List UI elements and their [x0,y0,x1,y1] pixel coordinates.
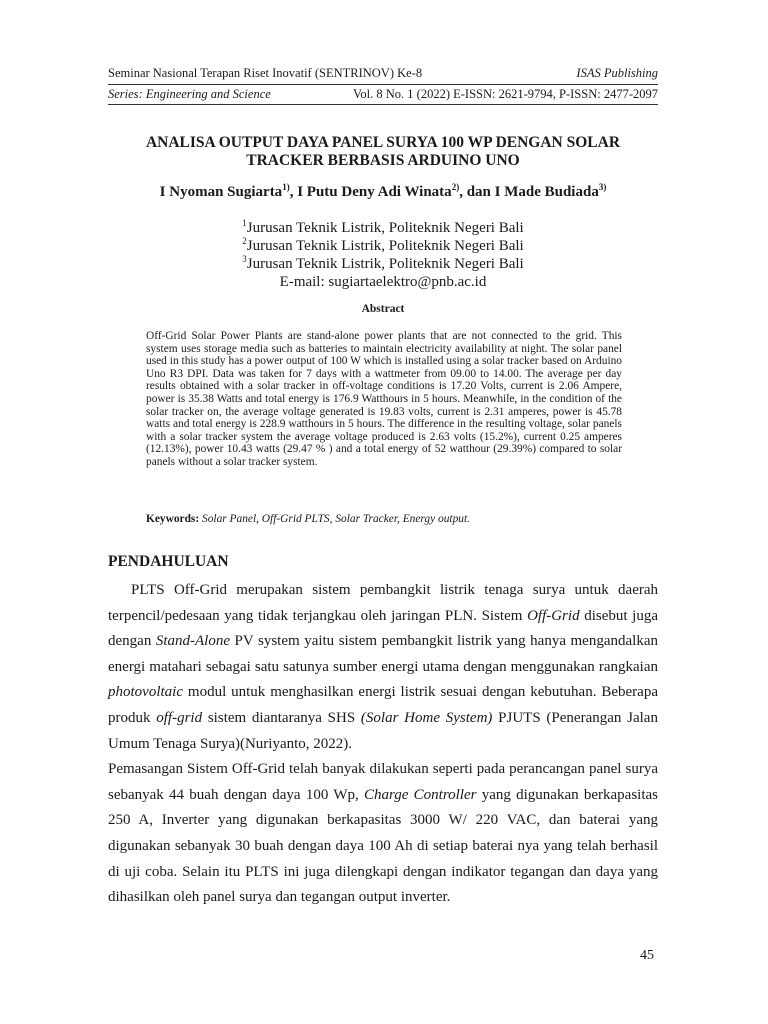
abstract-text: Off-Grid Solar Power Plants are stand-alone power plants that are not connected to the grid. This system uses storage media such as batteries to maintain electricity availability at night. The solar panel used in this study has a power output of 100 W which is installed using a solar tracker based on Arduino Uno R3 DPI. Data was taken for 7 days with a wattmeter from 09.00 to 14.00. The average per day results obtained with a solar tracker in off-voltage conditions is 17.20 Volts, current is 2.06 Ampere, power is 35.38 Watts and total energy is 176.9 Watthours in 5 hours. Meanwhile, in the condition of the solar tracker on, the average voltage generated is 19.83 volts, current is 2.31 amperes, power is 45.78 watts and total energy is 228.9 watthours in 5 hours. The difference in the resulting voltage, solar panels with a solar tracker system the average voltage produced is 2.63 volts (15.2%), current 0.25 amperes (12.13%), power 10.43 watts (29.47 % ) and a total energy of 52 watthour (29.39%) compared to solar panels without a solar tracker system. [146,330,622,468]
header-rule [108,84,658,85]
author-list [108,184,658,201]
publisher-name: ISAS Publishing [576,66,658,80]
title-line: ANALISA OUTPUT DAYA PANEL SURYA 100 WP DENGAN SOLAR [145,134,621,151]
series-name: Series: Engineering and Science [108,87,271,101]
running-header-top [108,66,658,81]
section-body [108,578,658,911]
affiliation-line: $^2$Jurusan Teknik Listrik, Politeknik Negeri Bali [242,236,524,254]
author-affiliation-mark: 3) [598,182,607,192]
keywords [146,513,622,525]
page-number: 45 [640,948,654,963]
author-name: , I Putu Deny Adi Winata [289,184,452,200]
author-affiliation-mark: 1) [282,182,290,192]
journal-name: Seminar Nasional Terapan Riset Inovatif (SENTRINOV) Ke-8 [108,66,423,80]
keywords-label: Keywords: [146,513,200,525]
section-heading: PENDAHULUAN [108,553,229,570]
paper-title [108,134,658,170]
paragraph: Pemasangan Sistem Off-Grid telah banyak dilakukan seperti pada perancangan panel surya sebanyak 44 buah dengan daya 100 Wp, Charge Controller yang digunakan berkapasitas 250 A, Inverter yang digunakan berkapasitas 3000 W/ 220 VAC, dan baterai yang digunakan sebanyak 30 buah dengan daya 100 Ah di setiap baterai nya yang telah berhasil di uji coba. Selain itu PLTS ini juga dilengkapi dengan indikator tegangan dan daya yang dihasilkan oleh panel surya dan tegangan output inverter. [108,761,658,906]
volume-issn: Vol. 8 No. 1 (2022) E-ISSN: 2621-9794, P-ISSN: 2477-2097 [353,87,658,101]
author-name: , dan I Made Budiada [459,184,599,200]
title-line: TRACKER BERBASIS ARDUINO UNO [246,152,520,169]
affiliation-line: $^3$Jurusan Teknik Listrik, Politeknik Negeri Bali [242,254,524,272]
contact-email: E-mail: sugiartaelektro@pnb.ac.id [279,274,487,290]
affiliation-line: $^1$Jurusan Teknik Listrik, Politeknik Negeri Bali [242,218,524,236]
affiliations [108,219,658,291]
abstract-heading: Abstract [361,303,405,315]
header-rule [108,104,658,105]
keywords-list: Solar Panel, Off-Grid PLTS, Solar Tracker, Energy output. [202,513,470,525]
author-affiliation-mark: 2) [451,182,460,192]
paragraph: PLTS Off-Grid merupakan sistem pembangkit listrik tenaga surya untuk daerah terpencil/pedesaan yang tidak terjangkau oleh jaringan PLN. Sistem Off-Grid disebut juga dengan Stand-Alone PV system yaitu sistem pembangkit listrik yang hanya mengandalkan energi matahari sebagai satu satunya sumber energi utama dengan menggunakan rangkaian photovoltaic modul untuk menghasilkan energi listrik sesuai dengan kebutuhan. Beberapa produk off-grid sistem diantaranya SHS (Solar Home System) PJUTS (Penerangan Jalan Umum Tenaga Surya)(Nuriyanto, 2022). [108,582,658,752]
author-name: I Nyoman Sugiarta [159,184,283,200]
running-header-bottom [108,87,658,102]
